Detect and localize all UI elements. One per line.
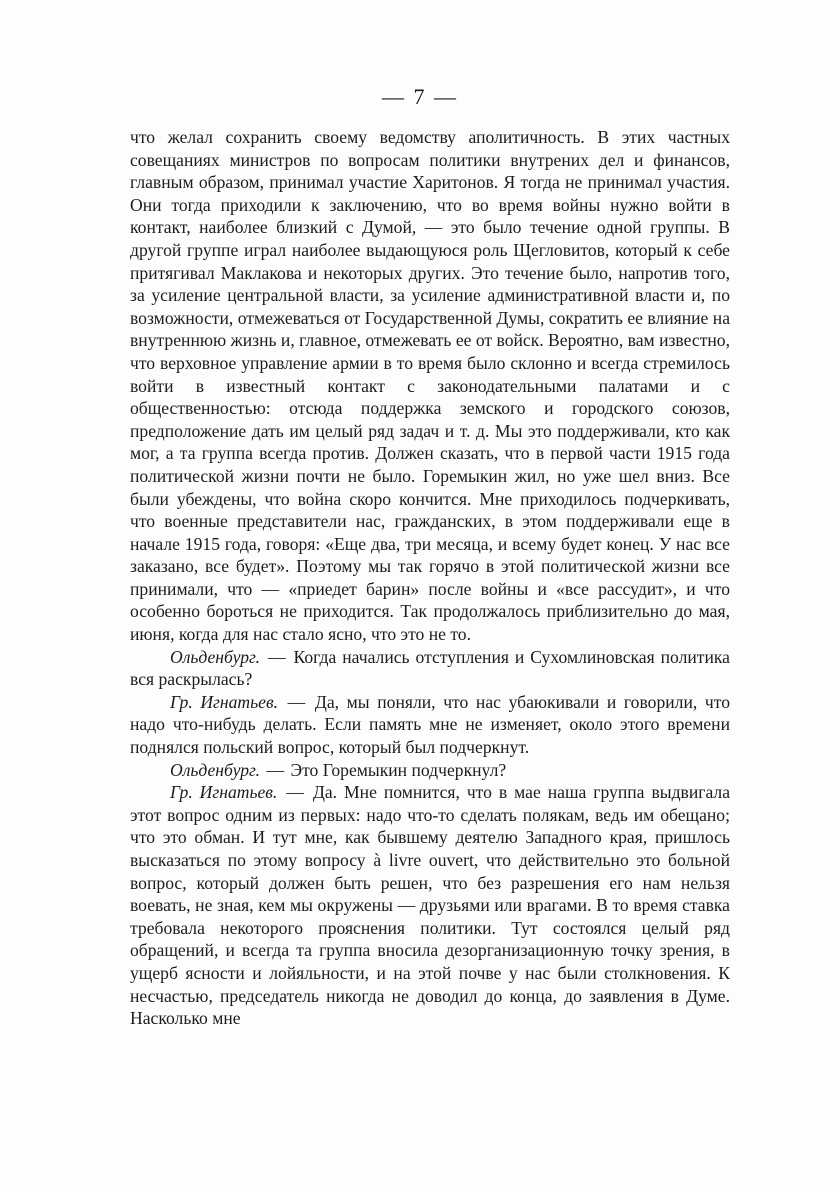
speaker-name: Гр. Игнатьев. — [170, 782, 278, 803]
speaker-name: Гр. Игнатьев. — [170, 691, 278, 712]
text-body — [130, 126, 730, 1030]
paragraph-2: Ольденбург. — Когда начались отступления и Сухомлиновская политика вся раскрылась? — [130, 646, 730, 690]
paragraph-3: Гр. Игнатьев. — Да, мы поняли, что нас убаюкивали и говорили, что надо что-нибудь делать. Если память мне не изменяет, около этого времени поднялся польский вопрос, который был подчеркнут. — [130, 691, 730, 758]
paragraph-text: Да. Мне помнится, что в мае наша группа выдвигала этот вопрос одним из первых: надо что-то сделать полякам, ведь им обещано; что это обман. И тут мне, как бывшему деятелю Западного края, пришлось высказаться по этому вопросу à livre ouvert, что действительно это больной вопрос, который должен быть решен, что без разрешения его нам нельзя воевать, не зная, кем мы окружены — друзьями или врагами. В то время ставка требовала некоторого прояснения политики. Тут состоялся целый ряд обращений, и всегда та группа вносила дезорганизационную точку зрения, в ущерб ясности и лойяльности, и на этой почве у нас были столкновения. К несчастью, председатель никогда не доводил до конца, до заявления в Думе. Насколько мне — [130, 782, 731, 1029]
paragraph-text: что желал сохранить своему ведомству аполитичность. В этих частных совещаниях министров по вопросам политики внутрених дел и финансов, главным образом, принимал участие Харитонов. Я тогда не принимал участия. Они тогда приходили к заключению, что во время войны нужно войти в контакт, наиболее близкий с Думой, — это было течение одной группы. В другой группе играл наиболее выдающуюся роль Щегловитов, который к себе притягивал Маклакова и некоторых других. Это течение было, напротив того, за усиление центральной власти, за усиление административной власти и, по возможности, отмежеваться от Государственной Думы, сократить ее влияние на внутреннюю жизнь и, главное, отмежевать ее от войск. Вероятно, вам известно, что верховное управление армии в то время было склонно и всегда стремилось войти в известный контакт с законодательными палатами и с общественностью: отсюда поддержка земского и городского союзов, предположение дать им целый ряд задач и т. д. Мы это поддерживали, кто как мог, а та группа всегда против. Должен сказать, что в первой части 1915 года политической жизни почти не было. Горемыкин жил, но уже шел вниз. Все были убеждены, что война скоро кончится. Мне приходилось подчеркивать, что военные представители нас, гражданских, в этом поддерживали еще в начале 1915 года, говоря: «Еще два, три месяца, и всему будет конец. У нас все заказано, все будет». Поэтому мы так горячо в этой политической жизни все принимали, что — «приедет барин» после войны и «все рассудит», и что особенно бороться не приходится. Так продолжалось приблизительно до мая, июня, когда для нас стало ясно, что это не то. — [130, 127, 730, 645]
paragraph-4: Ольденбург. — Это Горемыкин подчеркнул? — [170, 759, 507, 780]
paragraph-5: Гр. Игнатьев. — Да. Мне помнится, что в мае наша группа выдвигала этот вопрос одним из первых: надо что-то сделать полякам, ведь им обещано; что это обман. И тут мне, как бывшему деятелю Западного края, пришлось высказаться по этому вопросу à livre ouvert, что действительно это больной вопрос, который должен быть решен, что без разрешения его нам нельзя воевать, не зная, кем мы окружены — друзьями или врагами. В то время ставка требовала некоторого прояснения политики. Тут состоялся целый ряд обращений, и всегда та группа вносила дезорганизационную точку зрения, в ущерб ясности и лойяльности, и на этой почве у нас были столкновения. К несчастью, председатель никогда не доводил до конца, до заявления в Думе. Насколько мне — [130, 782, 731, 1029]
speaker-name: Ольденбург. — [170, 759, 261, 780]
paragraph-text: Когда начались отступления и Сухомлиновская политика вся раскрылась? — [130, 646, 730, 690]
speaker-name: Ольденбург. — [170, 646, 261, 667]
paragraph-text: Это Горемыкин подчеркнул? — [290, 759, 507, 780]
paragraph-1 — [130, 126, 730, 646]
paragraph-text: Да, мы поняли, что нас убаюкивали и говорили, что надо что-нибудь делать. Если память мне не изменяет, около этого времени поднялся польский вопрос, который был подчеркнут. — [130, 691, 730, 758]
page-number: — 7 — — [382, 84, 458, 109]
